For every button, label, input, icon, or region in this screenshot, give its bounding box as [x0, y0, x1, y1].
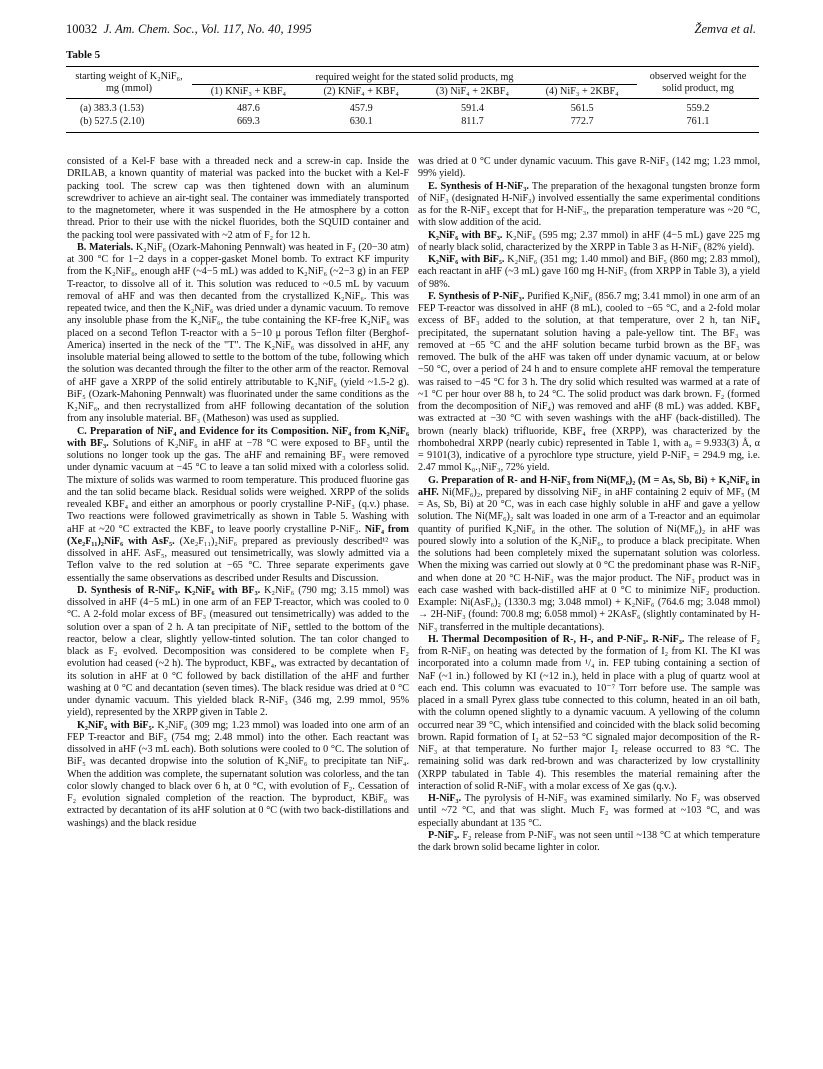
paragraph-text: consisted of a Kel-F base with a threaded neck and a screw-in cap. Inside the DRILAB, a known quantity of material was packed into the bucket with a Kel-F packing tool. The screw cap was then tightened down with an aluminum screwdriver to achieve an air-tight seal. The container was immediately transported to the magnetometer, where it was suspended in the He atmosphere by a cotton thread. Prior to their use with the nickel fluorides, both the SQUID container and the packing tool were passivated with ~2 atm of F₂ for 12 h.: [67, 156, 409, 241]
paragraph-text: Solutions of K₂NiF₆ in aHF at −78 °C were exposed to BF₃ until the solutions no longer took up the gas. The aHF and remaining BF₃ were removed under dynamic vacuum at −45 °C to leave a tan solid mixed with a colorless solid. The mixture of solids was warmed to room temperature. This produced fluorine gas and the tan solid became black. Residual solids were weighed. XRPP of the solids revealed KBF₄ and either an amorphous or poorly crystalline P-NiF₃ (q.v.) phase. Two reactions were followed gravimetrically as shown in Table 5. Washing with aHF at ~20 °C extracted the KBF₄ to leave poorly crystalline P-NiF₃.: [67, 437, 409, 535]
paragraph-text: The preparation of the hexagonal tungsten bronze form of NiF₃ (designated H-NiF₃) involved essentially the same experimental conditions as for the R-NiF₃ except that for H-NiF₃, the preparation temperature was ~20 °C, with slow addition of the acid.: [418, 180, 760, 229]
table-subheader: (4) NiF₃ + 2KBF₄: [527, 85, 637, 99]
paragraph-text: K₂NiF₆ (351 mg; 1.40 mmol) and BiF₅ (860 mg; 2.83 mmol), each reactant in aHF (~3 mL) gave 160 mg H-NiF₃ (from XRPP in Table 3), a yield of 98%.: [418, 254, 760, 290]
paragraph-text: F₂ release from P-NiF₃ was not seen until ~138 °C at which temperature the dark brown solid became lighter in color.: [418, 829, 760, 853]
paragraph: [418, 230, 760, 255]
subsection-heading: NiF₄ from (Xe₂F₁₁)₂NiF₆ with AsF₅.: [67, 523, 409, 547]
table-cell: 630.1: [349, 115, 373, 127]
table-cell: 559.2: [686, 103, 710, 115]
table-subheader: (3) NiF₄ + 2KBF₄: [418, 85, 528, 99]
table-cell: 561.5: [570, 103, 594, 115]
paragraph: [418, 181, 760, 230]
paragraph: [418, 830, 760, 855]
header-left: [66, 22, 312, 37]
paragraph-text: Ni(MF₆)₂, prepared by dissolving NiF₂ in aHF containing 2 equiv of MF₅ (M = As, Sb, Bi) at 20 °C, was in each case highly soluble in aHF and gave a yellow solution. The Ni(MF₆)₂ salt was loaded in one arm of a T-reactor and an equimolar quantity of purified K₂NiF₆ in the other. The solution of Ni(MF₆)₂ in aHF was poured slowly into a solution of the K₂NiF₆, to produce a black precipitate. When the solutions had been completely mixed the supernatant solution was colorless. When the mixing was carried out slowly at 0 °C the predominant phase was R-NiF₃ and when done at 20 °C H-NiF₃ was the major product. The NiF₃ product was in each case washed with back-distilled aHF at 0 °C to minimize NiF₂ production. Example: Ni(AsF₆)₂ (1330.3 mg; 3.048 mmol) + K₂NiF₆ (764.6 mg; 3.048 mmol) → 2H-NiF₃ (found: 700.8 mg; 6.058 mmol) + 2KAsF₆ (slightly contaminated by H-NiF₃ transferred in the multiple decantations).: [418, 486, 760, 633]
paragraph-text: K₂NiF₆ (790 mg; 3.15 mmol) was dissolved in aHF (4−5 mL) in one arm of an FEP T-reactor, which was cooled to 0 °C. A 2-fold molar excess of BF₃ (measured out tensimetrically) was added to the solution over a span of 2 h. A tan precipitate of NiF₄ settled to the bottom of the reactor, below a clear, slightly yellow-tinted solution. The tan color changed to black as F₂ evolved. Decomposition was considered to be complete when F₂ evolution had ceased (~2 h). The byproduct, KBF₄, was extracted by decantation of its solution in aHF at 0 °C followed by back distillation of the aHF and further washing at 0 °C and decantation (seven times). The black residue was dried at 0 °C under dynamic vacuum. This yielded black R-NiF₃ (346 mg, 2.99 mmol, 95% yield), represented by the XRPP given in Table 2.: [67, 584, 409, 719]
section-heading: D. Synthesis of R-NiF₃. K₂NiF₆ with BF₃.: [77, 584, 261, 596]
page-number: 10032: [66, 22, 98, 36]
running-header: [66, 22, 756, 40]
right-column: [418, 156, 760, 1041]
section-heading: G. Preparation of R- and H-NiF₃ from Ni(MF₆)₂ (M = As, Sb, Bi) + K₂NiF₆ in aHF.: [418, 474, 760, 498]
paragraph: [67, 242, 409, 426]
table-caption: Table 5: [66, 49, 101, 61]
section-heading: E. Synthesis of H-NiF₃.: [428, 180, 529, 192]
data-table: [66, 66, 759, 133]
paragraph: [418, 793, 760, 830]
table-row: [66, 99, 759, 116]
table-subheader: (1) KNiF₃ + KBF₄: [192, 85, 305, 99]
subsection-heading: P-NiF₃.: [428, 829, 460, 841]
subsection-heading: K₂NiF₆ with BiF₅.: [428, 254, 505, 265]
paragraph-text: K₂NiF₆ (Ozark-Mahoning Pennwalt) was heated in F₂ (20−30 atm) at 300 °C for 1−2 days in a copper-gasket Monel bomb. To extract KF impurity from the K₂NiF₆, enough aHF (~4−5 mL) was added to K₂NiF₆ (~2−3 g) in an FEP T-reactor, to dissolve all of it. This solution was reduced to ~0.5 mL by vacuum removal of aHF and was then decanted from the crystallized K₂NiF₆. This was repeated twice, and then the K₂NiF₆ was dried under a dynamic vacuum. To remove any insoluble phase from the K₂NiF₆, the tube containing the KF-free K₂NiF₆ was placed on a second Teflon T-reactor with a 5−10 μ porous Teflon filter (Berghof-America) inserted in the neck of the "T". The K₂NiF₆ was dissolved in aHF, any insoluble material being allowed to settle to the bottom of the tube, following which the solution was decanted through the filter to the other arm of the reactor. Removal of aHF gave a XRPP of the solid entirely attributable to K₂NiF₆ (yield ~1.5-2 g). BiF₅ (Ozark-Mahoning Pennwalt) was fluorinated under the same conditions as the K₂NiF₆, and then recrystallized from aHF following decantation of the solution from any insoluble material. BF₃ (Matheson) was used as supplied.: [67, 241, 409, 425]
table-header-group: required weight for the stated solid products, mg: [315, 71, 514, 83]
table-cell: (b) 527.5 (2.10): [80, 115, 145, 127]
paragraph: [418, 291, 760, 475]
section-heading: F. Synthesis of P-NiF₃.: [428, 290, 525, 302]
paragraph-text: The release of F₂ from R-NiF₃ on heating was detected by the formation of I₂ from KI. The KI was incorporated into a column made from ¹/₄ in. FEP tubing containing a section of NaF (~1 in.) followed by KI (~12 in.), held in place with a plug of quartz wool at each end. This column was evacuated to 10⁻⁷ Torr before use. The sample was placed in a small Pyrex glass tube connected to this column, heated in an oil bath, with the column opened slightly to a dynamic vacuum. A yellowing of the column occurred near 39 °C, which intensified and coincided with the black solid becoming brown. Rapid formation of I₂ at 52−53 °C signaled major decomposition of the R-NiF₃ at that temperature. No further major I₂ release occurred to 83 °C. The remaining solid was dark red-brown and was characterized by low crystallinity (XRPP tabulated in Table 4). This resembles the material remaining after the interaction of solid R-NiF₃ with a molar excess of Xe gas (q.v.).: [418, 633, 760, 792]
table-row: [66, 116, 759, 133]
table-cell: 669.3: [236, 115, 260, 127]
paragraph: [418, 634, 760, 793]
table-header-start-weight: starting weight of K₂NiF₆, mg (mmol): [75, 71, 183, 95]
subsection-heading: K₂NiF₆ with BiF₅.: [77, 719, 155, 731]
paragraph: [418, 475, 760, 634]
section-heading: C. Preparation of NiF₄ and Evidence for its Composition. NiF₄ from K₂NiF₆ with BF₃.: [67, 425, 409, 449]
table-cell: (a) 383.3 (1.53): [80, 103, 144, 115]
header-authors: Žemva et al.: [694, 22, 756, 36]
subsection-heading: K₂NiF₆ with BF₃.: [428, 229, 503, 241]
paragraph-text: Purified K₂NiF₆ (856.7 mg; 3.41 mmol) in one arm of an FEP T-reactor was dissolved in aHF (8 mL), cooled to −65 °C, and a 2-fold molar excess of BF₃ added to the solution, at that temperature, over 2 h, tan NiF₄ precipitated, the supernatant solution having a pale-yellow tint. The BF₃ was removed at −65 °C and the aHF solution became turbid brown as the BF₃ was removed. The bulk of the aHF was taken off under dynamic vacuum, at or below −50 °C, over a period of 24 h and to ensure complete aHF removal the temperature was raised to −45 °C for 3 h. The dry solid which resulted was warmed at a rate of ~1 °C per hour over 88 h, to 24 °C. The solid product was dark brown. F₂ (formed from the decomposition of NiF₄) was removed and aHF (8 mL) was added. KBF₄ was extracted at −30 °C with seven washings with the aHF (back-distilled). The brown (nearly black) trifluoride, KBF₄ free (XRPP), was characterized by the rhombohedral XRPP (nearly cubic) represented in Table 1, with a₀ = 9.933(3) Å, α = 9101(3), indicative of a pyrochlore type structure, yield P-NiF₃ = 294.9 mg, i.e. 2.47 mmol K₀.₁NiF₃, 72% yield.: [418, 290, 760, 474]
paragraph: [67, 720, 409, 830]
left-column: [67, 156, 409, 1041]
paragraph: [67, 426, 409, 585]
paragraph-text: K₂NiF₆ (595 mg; 2.37 mmol) in aHF (4−5 mL) gave 225 mg of nearly black solid, characterized by the XRPP in Table 3 as H-NiF₃ (82% yield).: [418, 229, 760, 253]
paragraph-text: (Xe₂F₁₁)₂NiF₆ prepared as previously described¹² was dissolved in aHF. AsF₅, measured out tensimetrically, was slowly admitted via a Teflon valve to the red solution at −65 °C. Three separate experiments gave essentially the same observations as described under Results and Discussion.: [67, 535, 409, 584]
paragraph: [418, 254, 760, 291]
table-cell: 761.1: [686, 115, 710, 127]
paragraph-text: was dried at 0 °C under dynamic vacuum. This gave R-NiF₃ (142 mg; 1.23 mmol, 99% yield).: [418, 156, 760, 180]
table-cell: 457.9: [349, 103, 373, 115]
journal-citation: J. Am. Chem. Soc., Vol. 117, No. 40, 1995: [103, 22, 312, 36]
paragraph-text: K₂NiF₆ (309 mg; 1.23 mmol) was loaded into one arm of an FEP T-reactor and BiF₅ (754 mg; 2.48 mmol) into the other. Each reactant was dissolved in aHF (~3 mL each). Both solutions were cooled to 0 °C. The solution of BiF₅ was decanted dropwise into the solution of K₂NiF₆ to precipitate tan NiF₄. When the addition was complete, the supernatant solution was colorless, and the tan color slowly changed to black over 6 h, at 0 °C, with evolution of F₂. Cessation of F₂ evolution signaled completion of the reaction. The byproduct, KBiF₆ was extracted by decantation of its aHF solution at 0 °C (with two back-distillations and washings) and the black residue: [67, 719, 409, 829]
paragraph-text: The pyrolysis of H-NiF₃ was examined similarly. No F₂ was observed until ~72 °C, and that was slight. Much F₂ was formed at ~103 °C, and was especially abundant at 135 °C.: [418, 793, 760, 829]
table-header-observed: observed weight for the solid product, mg: [649, 70, 747, 94]
table-subheader: (2) KNiF₄ + KBF₄: [305, 85, 418, 99]
table-cell: 811.7: [461, 115, 484, 127]
table-cell: 772.7: [570, 115, 594, 127]
paragraph: [67, 585, 409, 720]
paragraph: [418, 156, 760, 181]
section-heading: H. Thermal Decomposition of R-, H-, and P-NiF₃. R-NiF₃.: [428, 633, 685, 645]
table-cell: 591.4: [461, 103, 484, 115]
paragraph: [67, 156, 409, 242]
table-cell: 487.6: [236, 103, 260, 115]
section-heading: B. Materials.: [77, 241, 134, 253]
subsection-heading: H-NiF₃.: [428, 793, 462, 804]
